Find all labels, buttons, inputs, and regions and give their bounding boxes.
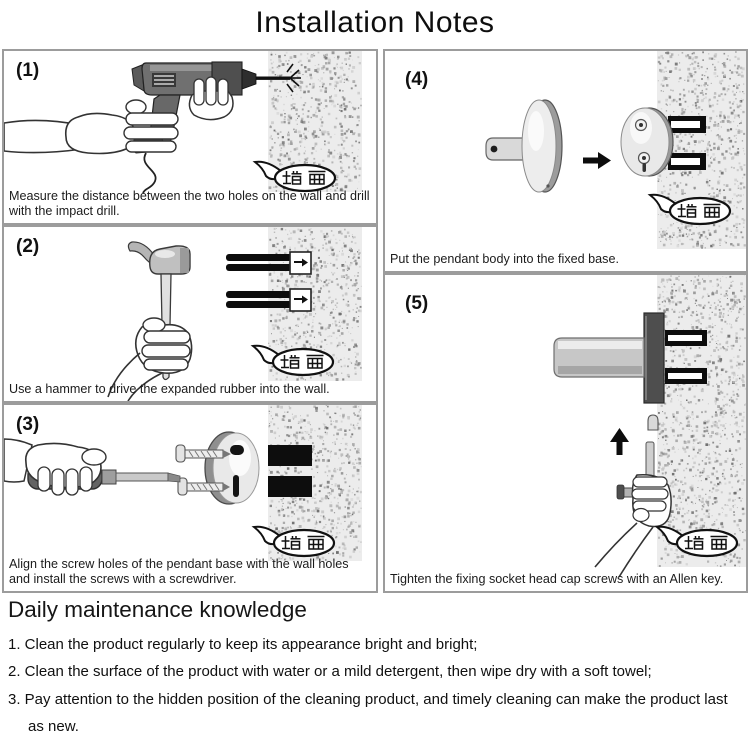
screw-hole (230, 445, 244, 455)
step-1-panel (2, 49, 378, 225)
cap-screw (648, 415, 658, 430)
mounting-plate (644, 313, 664, 403)
hand-holding-screwdriver (4, 439, 106, 495)
wall-anchor (268, 476, 312, 497)
step-number: (2) (16, 236, 40, 257)
power-cord (143, 153, 156, 193)
step-number: (1) (16, 60, 40, 81)
step-5-illustration (385, 275, 746, 591)
drill-bit (252, 77, 290, 80)
step-caption: Put the pendant body into the fixed base. (390, 252, 619, 267)
keyhole-slot (233, 475, 239, 497)
step-2-illustration (4, 227, 376, 401)
arrow-up-icon (610, 428, 629, 455)
pendant-base-plate (205, 432, 259, 504)
step-caption: Tighten the fixing socket head cap screws with an Allen key. (390, 572, 724, 587)
step-number: (4) (405, 69, 429, 90)
hand-on-drill-body (189, 77, 233, 120)
step-2-panel (2, 225, 378, 403)
step-caption: Align the screw holes of the pendant base with the wall holes and install the screws with a screwdriver. (9, 557, 349, 587)
step-caption: Use a hammer to drive the expanded rubber into the wall. (9, 382, 330, 397)
step-4-panel (383, 49, 748, 273)
hand-holding-drill (4, 100, 178, 154)
step-caption: Measure the distance between the two holes on the wall and drill with the impact drill. (9, 189, 370, 219)
fixed-base (621, 108, 673, 176)
step-4-illustration (385, 51, 746, 271)
step-3-panel (2, 403, 378, 593)
maintenance-section (8, 597, 746, 740)
maintenance-item: 1. Clean the product regularly to keep its appearance bright and bright; (8, 636, 478, 653)
wall-anchor (268, 445, 312, 466)
maintenance-item: 3. Pay attention to the hidden position of the cleaning product, and timely cleaning can make the product last as new. (8, 690, 728, 735)
arrow-right-icon (583, 152, 611, 169)
step-number: (5) (405, 293, 429, 314)
pendant-body (486, 100, 562, 192)
step-number: (3) (16, 414, 40, 435)
page-title: Installation Notes (255, 6, 495, 39)
step-5-panel (383, 273, 748, 593)
maintenance-item: 2. Clean the surface of the product with water or a mild detergent, then wipe dry with a soft towel; (8, 663, 652, 681)
mounted-pendant (554, 313, 664, 403)
maintenance-heading: Daily maintenance knowledge (8, 597, 307, 622)
